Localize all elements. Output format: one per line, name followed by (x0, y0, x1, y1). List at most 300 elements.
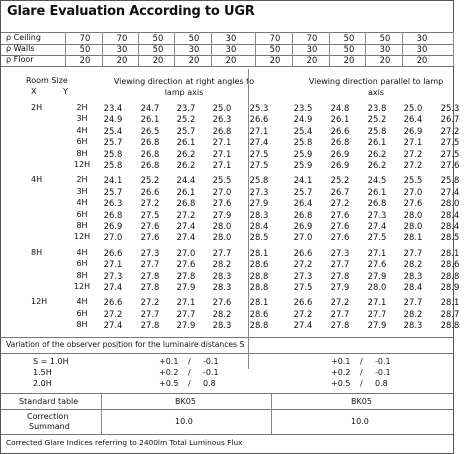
reflectance-value: 20 (416, 55, 428, 65)
ugr-value: 26.1 (140, 114, 160, 125)
room-y-label: 2H (76, 175, 88, 185)
ugr-value: 27.1 (212, 148, 232, 159)
ugr-value: 27.7 (330, 259, 350, 270)
reflectance-value: 20 (379, 55, 391, 65)
ugr-value: 27.0 (293, 232, 313, 243)
section-divider (1, 434, 453, 435)
variation-right-plus: +0.5 (331, 379, 351, 388)
ugr-value: 25.2 (367, 114, 387, 125)
ugr-value: 26.6 (293, 297, 313, 308)
ugr-value: 26.2 (176, 160, 196, 170)
reflectance-value: 70 (79, 33, 91, 43)
ugr-value: 28.6 (249, 259, 269, 270)
ugr-value: 28.3 (212, 270, 232, 281)
room-y-label: 3H (76, 114, 88, 124)
ugr-value: 27.9 (176, 320, 196, 331)
ugr-value: 27.1 (403, 137, 423, 148)
ugr-value: 26.9 (293, 221, 313, 231)
ugr-value: 23.4 (103, 103, 123, 113)
ugr-value: 28.8 (249, 282, 269, 292)
ugr-value: 28.1 (249, 297, 269, 308)
ugr-value: 27.4 (176, 232, 196, 243)
ugr-value: 26.6 (103, 297, 123, 308)
room-y-label: 4H (76, 297, 88, 307)
reflectance-value: 30 (379, 44, 391, 54)
ugr-value: 28.0 (403, 209, 423, 220)
ugr-value: 26.8 (140, 160, 160, 170)
ugr-value: 27.2 (293, 308, 313, 319)
column-divider (102, 32, 103, 66)
ugr-value: 26.4 (403, 114, 423, 125)
ugr-value: 27.1 (176, 297, 196, 308)
ugr-value: 24.8 (330, 103, 350, 113)
ugr-value: 27.0 (212, 186, 232, 197)
ugr-value: 28.8 (440, 320, 460, 331)
ugr-value: 26.9 (330, 160, 350, 170)
ugr-value: 27.2 (330, 198, 350, 209)
ugr-value: 24.1 (293, 175, 313, 186)
ugr-value: 24.9 (293, 114, 313, 125)
ugr-value: 28.0 (212, 221, 232, 231)
ugr-value: 27.6 (140, 232, 160, 243)
reflectance-value: 70 (116, 33, 128, 43)
reflectance-value: 30 (188, 44, 200, 54)
variation-left-minus: -0.1 (203, 368, 219, 377)
ugr-value: 27.7 (176, 308, 196, 319)
ugr-value: 25.8 (103, 148, 123, 159)
ugr-value: 26.8 (293, 209, 313, 220)
ugr-value: 27.2 (440, 125, 460, 136)
ugr-value: 27.4 (103, 320, 123, 331)
ugr-value: 26.1 (330, 114, 350, 125)
ugr-value: 25.2 (140, 175, 160, 186)
correction-left: 10.0 (175, 417, 193, 426)
ugr-value: 27.7 (367, 308, 387, 319)
correction-right: 10.0 (351, 417, 369, 426)
reflectance-value: 20 (269, 55, 281, 65)
reflectance-value: 30 (225, 33, 237, 43)
ugr-value: 26.9 (403, 125, 423, 136)
ugr-value: 25.9 (293, 160, 313, 170)
ugr-value: 26.6 (293, 247, 313, 258)
ugr-value: 23.7 (176, 103, 196, 113)
ugr-value: 24.7 (140, 103, 160, 113)
ugr-value: 28.4 (249, 221, 269, 231)
ugr-value: 27.6 (330, 221, 350, 231)
section-divider (1, 353, 453, 354)
ugr-value: 27.4 (249, 137, 269, 148)
x-label: X (31, 87, 37, 96)
ugr-value: 27.8 (176, 270, 196, 281)
ugr-value: 27.9 (367, 320, 387, 331)
room-y-label: 8H (76, 221, 88, 230)
footer-note: Corrected Glare Indices referring to 2400lm Total Luminous Flux (6, 438, 243, 447)
ugr-value: 25.8 (249, 175, 269, 186)
ugr-value: 27.6 (330, 232, 350, 243)
variation-label: 2.0H (33, 379, 52, 388)
room-x-label: 8H (31, 247, 43, 257)
reflectance-value: 50 (343, 44, 355, 54)
ugr-value: 27.1 (367, 247, 387, 258)
variation-right-minus: -0.1 (375, 357, 391, 366)
correction-label: Correction (27, 412, 69, 421)
variation-left-minus: 0.8 (203, 379, 216, 388)
ugr-value: 27.2 (293, 259, 313, 270)
ugr-value: 25.3 (249, 103, 269, 113)
ugr-value: 27.2 (176, 209, 196, 220)
room-y-label: 6H (76, 308, 88, 318)
ugr-value: 28.2 (212, 308, 232, 319)
column-divider (329, 32, 330, 66)
variation-left-slash: / (188, 368, 191, 377)
ugr-value: 27.7 (140, 308, 160, 319)
variation-right-plus: +0.2 (331, 368, 351, 377)
reflectance-value: 50 (269, 44, 281, 54)
ugr-value: 25.8 (440, 175, 460, 186)
ugr-value: 27.9 (176, 282, 196, 292)
ugr-value: 27.9 (367, 270, 387, 281)
column-divider (174, 32, 175, 66)
reflectance-label: ρ Walls (6, 44, 35, 53)
ugr-value: 25.4 (293, 125, 313, 136)
ugr-value: 26.1 (176, 186, 196, 197)
standard-table-right: BK05 (351, 397, 372, 406)
y-label: Y (63, 87, 68, 96)
ugr-value: 25.7 (176, 125, 196, 136)
ugr-value: 27.0 (103, 232, 123, 243)
room-y-label: 8H (76, 320, 88, 330)
ugr-value: 27.6 (212, 297, 232, 308)
ugr-value: 28.3 (403, 270, 423, 281)
ugr-value: 27.6 (330, 209, 350, 220)
reflectance-label: ρ Ceiling (6, 33, 41, 42)
ugr-value: 28.0 (212, 232, 232, 243)
room-y-label: 6H (76, 209, 88, 219)
variation-title: Variation of the observer position for the luminaire distances S (6, 340, 245, 349)
left-heading: Viewing direction at right angles to lamp axis (113, 77, 255, 97)
ugr-value: 28.3 (403, 320, 423, 331)
section-divider (1, 337, 453, 338)
ugr-value: 28.5 (440, 232, 460, 243)
ugr-value: 26.8 (140, 137, 160, 148)
ugr-value: 28.4 (440, 221, 460, 231)
ugr-value: 28.5 (249, 232, 269, 243)
column-divider (101, 393, 102, 434)
ugr-value: 27.3 (140, 247, 160, 258)
reflectance-value: 30 (306, 44, 318, 54)
ugr-value: 26.1 (367, 186, 387, 197)
reflectance-value: 70 (306, 33, 318, 43)
ugr-value: 26.2 (367, 160, 387, 170)
ugr-value: 25.2 (176, 114, 196, 125)
ugr-value: 26.2 (367, 148, 387, 159)
ugr-value: 23.5 (293, 103, 313, 113)
ugr-value: 26.8 (212, 125, 232, 136)
ugr-value: 27.4 (440, 186, 460, 197)
ugr-value: 27.7 (212, 247, 232, 258)
ugr-value: 26.7 (440, 114, 460, 125)
reflectance-value: 20 (343, 55, 355, 65)
ugr-value: 27.3 (330, 247, 350, 258)
ugr-value: 25.7 (103, 137, 123, 148)
room-y-label: 12H (73, 232, 91, 242)
reflectance-value: 50 (343, 33, 355, 43)
section-divider (1, 393, 453, 394)
ugr-value: 26.9 (103, 221, 123, 231)
ugr-value: 28.6 (440, 259, 460, 270)
ugr-value: 27.4 (176, 221, 196, 231)
ugr-value: 24.9 (103, 114, 123, 125)
ugr-value: 27.0 (403, 186, 423, 197)
ugr-value: 25.9 (293, 148, 313, 159)
ugr-value: 25.2 (330, 175, 350, 186)
ugr-value: 27.8 (140, 270, 160, 281)
ugr-value: 25.8 (293, 137, 313, 148)
ugr-value: 27.5 (140, 209, 160, 220)
ugr-value: 25.7 (293, 186, 313, 197)
standard-table-label: Standard table (19, 397, 79, 406)
reflectance-value: 30 (225, 44, 237, 54)
ugr-value: 27.1 (212, 137, 232, 148)
reflectance-value: 20 (79, 55, 91, 65)
ugr-value: 28.0 (367, 282, 387, 292)
ugr-value: 27.4 (293, 320, 313, 331)
variation-right-slash: / (360, 368, 363, 377)
reflectance-value: 30 (416, 33, 428, 43)
ugr-value: 23.8 (367, 103, 387, 113)
room-y-label: 8H (76, 148, 88, 158)
ugr-value: 27.6 (140, 221, 160, 231)
ugr-value: 27.9 (249, 198, 269, 209)
ugr-value: 25.0 (403, 103, 423, 113)
ugr-value: 27.0 (176, 247, 196, 258)
ugr-value: 25.5 (212, 175, 232, 186)
ugr-value: 27.5 (440, 148, 460, 159)
ugr-value: 26.6 (140, 186, 160, 197)
ugr-value: 28.3 (212, 282, 232, 292)
reflectance-value: 20 (116, 55, 128, 65)
room-y-label: 2H (76, 103, 88, 112)
ugr-value: 25.0 (212, 103, 232, 113)
ugr-value: 27.6 (212, 198, 232, 209)
variation-right-plus: +0.1 (331, 357, 351, 366)
section-divider (1, 409, 453, 410)
room-y-label: 4H (76, 125, 88, 135)
standard-table-left: BK05 (175, 397, 196, 406)
ugr-value: 26.3 (212, 114, 232, 125)
reflectance-value: 50 (79, 44, 91, 54)
ugr-value: 27.2 (140, 198, 160, 209)
ugr-value: 27.9 (212, 209, 232, 220)
right-heading: Viewing direction parallel to lamp axis (308, 77, 444, 97)
room-y-label: 12H (73, 160, 91, 169)
ugr-value: 27.2 (140, 297, 160, 308)
ugr-value: 26.6 (249, 114, 269, 125)
ugr-value: 28.3 (212, 320, 232, 331)
ugr-value: 27.6 (403, 198, 423, 209)
ugr-value: 27.2 (403, 160, 423, 170)
ugr-value: 28.1 (440, 297, 460, 308)
column-divider (292, 32, 293, 66)
ugr-value: 27.7 (140, 259, 160, 270)
reflectance-value: 50 (379, 33, 391, 43)
variation-left-plus: +0.5 (159, 379, 179, 388)
ugr-value: 26.2 (176, 148, 196, 159)
ugr-value: 28.1 (403, 232, 423, 243)
ugr-value: 28.8 (440, 270, 460, 281)
room-x-label: 12H (31, 297, 48, 307)
ugr-value: 26.1 (367, 137, 387, 148)
room-y-label: 4H (76, 247, 88, 257)
ugr-value: 26.7 (330, 186, 350, 197)
ugr-value: 27.8 (330, 270, 350, 281)
column-divider (255, 32, 256, 66)
ugr-value: 27.1 (103, 259, 123, 270)
room-y-label: 4H (76, 198, 88, 208)
room-y-label: 12H (73, 282, 91, 291)
ugr-value: 28.4 (440, 209, 460, 220)
variation-left-slash: / (188, 357, 191, 366)
ugr-value: 27.6 (367, 259, 387, 270)
ugr-value: 27.3 (367, 209, 387, 220)
reflectance-value: 20 (188, 55, 200, 65)
reflectance-label: ρ Floor (6, 55, 34, 64)
column-divider (402, 32, 403, 66)
ugr-value: 26.8 (140, 148, 160, 159)
ugr-value: 25.3 (440, 103, 460, 113)
ugr-value: 28.0 (440, 198, 460, 209)
ugr-value: 26.4 (293, 198, 313, 209)
reflectance-value: 50 (152, 33, 164, 43)
ugr-value: 27.7 (330, 308, 350, 319)
ugr-value: 28.2 (403, 308, 423, 319)
variation-left-minus: -0.1 (203, 357, 219, 366)
ugr-value: 27.8 (140, 320, 160, 331)
ugr-value: 24.5 (367, 175, 387, 186)
column-divider (453, 32, 454, 66)
ugr-value: 25.8 (103, 160, 123, 170)
ugr-value: 27.7 (403, 297, 423, 308)
ugr-value: 27.3 (293, 270, 313, 281)
room-y-label: 6H (76, 137, 88, 147)
reflectance-value: 50 (188, 33, 200, 43)
ugr-value: 27.1 (249, 125, 269, 136)
ugr-value: 27.7 (403, 247, 423, 258)
ugr-value: 27.4 (103, 282, 123, 292)
ugr-value: 26.8 (330, 137, 350, 148)
variation-left-plus: +0.1 (159, 357, 179, 366)
reflectance-value: 20 (306, 55, 318, 65)
ugr-value: 28.1 (249, 247, 269, 258)
ugr-value: 27.5 (440, 137, 460, 148)
ugr-value: 28.9 (440, 282, 460, 292)
room-y-label: 3H (76, 186, 88, 196)
ugr-value: 26.3 (103, 198, 123, 209)
column-divider (138, 32, 139, 66)
ugr-value: 24.1 (103, 175, 123, 186)
ugr-value: 28.7 (440, 308, 460, 319)
ugr-value: 24.4 (176, 175, 196, 186)
ugr-value: 27.9 (330, 282, 350, 292)
variation-right-minus: 0.8 (375, 379, 388, 388)
ugr-value: 27.2 (403, 148, 423, 159)
ugr-value: 26.9 (330, 148, 350, 159)
reflectance-value: 20 (152, 55, 164, 65)
ugr-value: 27.8 (330, 320, 350, 331)
ugr-value: 28.1 (440, 247, 460, 258)
ugr-value: 28.8 (249, 270, 269, 281)
variation-right-slash: / (360, 357, 363, 366)
variation-right-slash: / (360, 379, 363, 388)
variation-left-slash: / (188, 379, 191, 388)
reflectance-row-divider (1, 66, 453, 67)
ugr-value: 27.5 (249, 148, 269, 159)
ugr-value: 27.3 (249, 186, 269, 197)
ugr-value: 26.5 (140, 125, 160, 136)
room-x-label: 4H (31, 175, 43, 185)
ugr-value: 28.6 (249, 308, 269, 319)
ugr-value: 25.5 (403, 175, 423, 186)
ugr-value: 26.8 (367, 198, 387, 209)
ugr-value: 27.4 (367, 221, 387, 231)
column-divider (365, 32, 366, 66)
column-divider (271, 393, 272, 434)
ugr-value: 27.5 (249, 160, 269, 170)
ugr-value: 26.6 (330, 125, 350, 136)
column-divider (211, 32, 212, 66)
column-divider (65, 32, 66, 66)
ugr-value: 27.5 (293, 282, 313, 292)
ugr-value: 27.3 (103, 270, 123, 281)
ugr-value: 27.1 (367, 297, 387, 308)
ugr-value: 27.8 (140, 282, 160, 292)
ugr-value: 25.4 (103, 125, 123, 136)
variation-right-minus: -0.1 (375, 368, 391, 377)
ugr-value: 28.2 (212, 259, 232, 270)
ugr-value: 27.1 (212, 160, 232, 170)
variation-label: 1.5H (33, 368, 52, 377)
ugr-value: 26.8 (176, 198, 196, 209)
ugr-value: 27.6 (176, 259, 196, 270)
ugr-value: 27.5 (367, 232, 387, 243)
room-size-label: Room Size (26, 76, 68, 85)
ugr-value: 28.0 (403, 221, 423, 231)
reflectance-value: 30 (116, 44, 128, 54)
ugr-value: 27.2 (330, 297, 350, 308)
ugr-value: 27.2 (103, 308, 123, 319)
page-title: Glare Evaluation According to UGR (7, 4, 255, 19)
reflectance-value: 20 (225, 55, 237, 65)
ugr-value: 26.1 (176, 137, 196, 148)
reflectance-value: 70 (269, 33, 281, 43)
ugr-value: 25.7 (103, 186, 123, 197)
summand-label: Summand (29, 422, 70, 431)
ugr-value: 28.4 (403, 282, 423, 292)
room-y-label: 8H (76, 270, 88, 280)
ugr-value: 27.6 (440, 160, 460, 170)
variation-label: S = 1.0H (33, 357, 69, 366)
reflectance-value: 30 (416, 44, 428, 54)
room-y-label: 6H (76, 259, 88, 269)
reflectance-value: 50 (152, 44, 164, 54)
ugr-value: 26.6 (103, 247, 123, 258)
variation-left-plus: +0.2 (159, 368, 179, 377)
ugr-value: 28.8 (249, 320, 269, 331)
ugr-value: 26.8 (103, 209, 123, 220)
room-x-label: 2H (31, 103, 43, 112)
ugr-value: 28.3 (249, 209, 269, 220)
ugr-value: 25.8 (367, 125, 387, 136)
